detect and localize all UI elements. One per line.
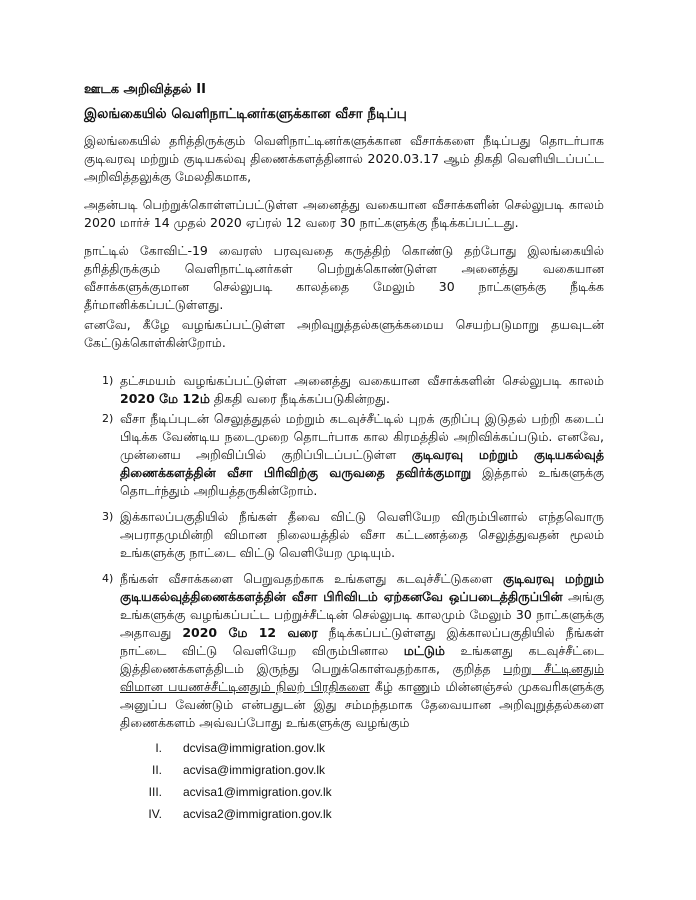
item-text: தட்சமயம் வழங்கப்பட்டுள்ள அனைத்து வகையான வீசாக்களின் செல்லுபடி காலம் 2020 மே 12ம் திகதி வரை நீடிக்கப்படுகின்றது. xyxy=(120,373,604,406)
email-address[interactable]: acvisa@immigration.gov.lk xyxy=(183,763,326,777)
item-number: 1) xyxy=(102,374,114,387)
item-text: வீசா நீடிப்புடன் செலுத்துதல் மற்றும் கடவுச்சீட்டில் புறக் குறிப்பு இடுதல் பற்றி கடைப் பிடிக்க வேண்டிய நடைமுறை தொடர்பாக கால கிரமத்தில் அறிவிக்கப்படும். எனவே, முன்னைய அறிவிப்பில் குறிப்பிடப்பட்டுள்ள குடிவரவு மற்றும் குடியகல்வுத் திணைக்களத்தின் வீசா பிரிவிற்கு வருவதை தவிர்க்குமாறு இத்தால் உங்களுக்கு தொடர்ந்தும் அறியத்தருகின்றோம். xyxy=(120,411,604,498)
paragraph-3: நாட்டில் கோவிட்-19 வைரஸ் பரவுவதை கருத்திற் கொண்டு தற்போது இலங்கையில் தரித்திருக்கும் வெளிநாட்டினர்கள் பெற்றுக்கொண்டுள்ள அனைத்து வகையான வீசாக்களுக்குமான செல்லுபடி காலத்தை மேலும் 30 நாட்களுக்கு நீடிக்க தீர்மானிக்கப்பட்டுள்ளது. xyxy=(84,243,604,312)
paragraph-4: எனவே, கீழே வழங்கப்பட்டுள்ள அறிவுறுத்தல்களுக்கமைய செயற்படுமாறு தயவுடன் கேட்டுக்கொள்கின்றோம். xyxy=(84,317,604,350)
email-address[interactable]: dcvisa@immigration.gov.lk xyxy=(183,741,326,755)
email-address[interactable]: acvisa1@immigration.gov.lk xyxy=(183,785,332,799)
item-number: 3) xyxy=(102,510,114,523)
item-number: 2) xyxy=(102,412,114,425)
item-text: இக்காலப்பகுதியில் நீங்கள் தீவை விட்டு வெளியேற விரும்பினால் எந்தவொரு அபராதமுமின்றி விமான நிலையத்தில் வீசா கட்டணத்தை செலுத்துவதன் மூலம் உங்களுக்கு நாட்டை விட்டு வெளியேற முடியும். xyxy=(120,509,604,560)
item-number: 4) xyxy=(102,572,114,585)
email-numeral: I. xyxy=(155,741,162,755)
paragraph-1: இலங்கையில் தரித்திருக்கும் வெளிநாட்டினர்களுக்கான வீசாக்களை நீடிப்பது தொடர்பாக குடிவரவு மற்றும் குடியகல்வு திணைக்களத்தினால் 2020.03.17 ஆம் திகதி வெளியிடப்பட்ட அறிவித்தலுக்கு மேலதிகமாக, xyxy=(84,133,604,184)
document-title: இலங்கையில் வெளிநாட்டினர்களுக்கான வீசா நீடிப்பு xyxy=(84,106,407,122)
paragraph-2: அதன்படி பெற்றுக்கொள்ளப்பட்டுள்ள அனைத்து வகையான வீசாக்களின் செல்லுபடி காலம் 2020 மார்ச் 14 முதல் 2020 ஏப்ரல் 12 வரை 30 நாட்களுக்கு நீடிக்கப்பட்டது. xyxy=(84,197,604,230)
item-text: நீங்கள் வீசாக்களை பெறுவதற்காக உங்களது கடவுச்சீட்டுகளை குடிவரவு மற்றும் குடியகல்வுத்திணைக்களத்தின் வீசா பிரிவிடம் ஏற்கனவே ஒப்படைத்திருப்பின் அங்கு உங்களுக்கு வழங்கப்பட்ட பற்றுச்சீட்டின் செல்லுபடி காலமும் மேலும் 30 நாட்களுக்கு அதாவது 2020 மே 12 வரை நீடிக்கப்பட்டுள்ளது இக்காலப்பகுதியில் நீங்கள் நாட்டை விட்டு வெளியேற விரும்பினால மட்டும் உங்களது கடவுச்சீட்டை இத்திணைக்களத்திடம் இருந்து பெறுக்கொள்வதற்காக, குறித்த பற்று சீட்டினதும் விமான பயணச்சீட்டினதும் நிலற் பிரதிகளை கீழ் காணும் மின்னஞ்சல் முகவரிகளுக்கு அனுப்ப வேண்டும் என்பதுடன் இது சம்மந்தமாக தேவையான அறிவுறுத்தல்களை திணைக்களம் அவ்வப்போது உங்களுக்கு வழங்கும் xyxy=(120,571,605,730)
email-numeral: III. xyxy=(148,785,162,799)
notice-label: ஊடக அறிவித்தல் II xyxy=(84,82,206,97)
email-numeral: IV. xyxy=(148,807,162,821)
email-address[interactable]: acvisa2@immigration.gov.lk xyxy=(183,807,332,821)
email-numeral: II. xyxy=(151,763,162,777)
